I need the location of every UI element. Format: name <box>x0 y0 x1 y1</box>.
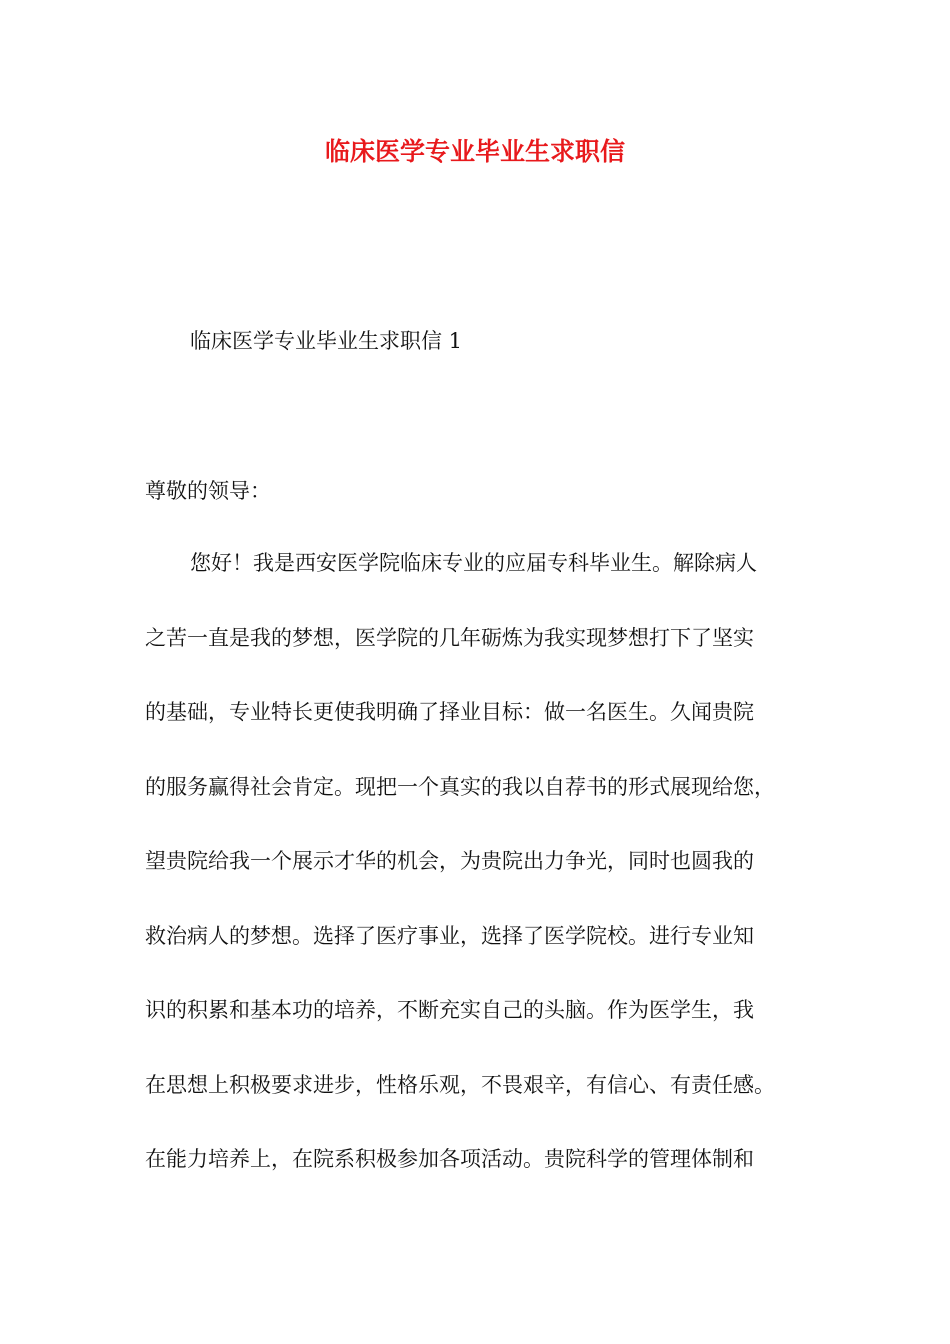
body-line: 在思想上积极要求进步，性格乐观，不畏艰辛，有信心、有责任感。 <box>145 1072 775 1097</box>
body-line: 望贵院给我一个展示才华的机会，为贵院出力争光，同时也圆我的 <box>145 849 754 873</box>
document-title: 临床医学专业毕业生求职信 <box>324 137 625 166</box>
body-line: 识的积累和基本功的培养，不断充实自己的头脑。作为医学生，我 <box>145 998 754 1022</box>
body-line: 的服务赢得社会肯定。现把一个真实的我以自荐书的形式展现给您， <box>145 774 775 799</box>
body-line: 之苦一直是我的梦想，医学院的几年砺炼为我实现梦想打下了坚实 <box>145 625 754 650</box>
letter-body <box>145 548 835 1219</box>
body-line: 救治病人的梦想。选择了医疗事业，选择了医学院校。进行专业知 <box>145 923 754 948</box>
body-line: 的基础，专业特长更使我明确了择业目标：做一名医生。久闻贵院 <box>145 700 754 724</box>
body-line: 您好！我是西安医学院临床专业的应届专科毕业生。解除病人 <box>190 551 757 575</box>
salutation: 尊敬的领导： <box>145 479 271 503</box>
body-line: 在能力培养上，在院系积极参加各项活动。贵院科学的管理体制和 <box>145 1147 754 1171</box>
letter-subheading: 临床医学专业毕业生求职信 1 <box>190 329 463 353</box>
